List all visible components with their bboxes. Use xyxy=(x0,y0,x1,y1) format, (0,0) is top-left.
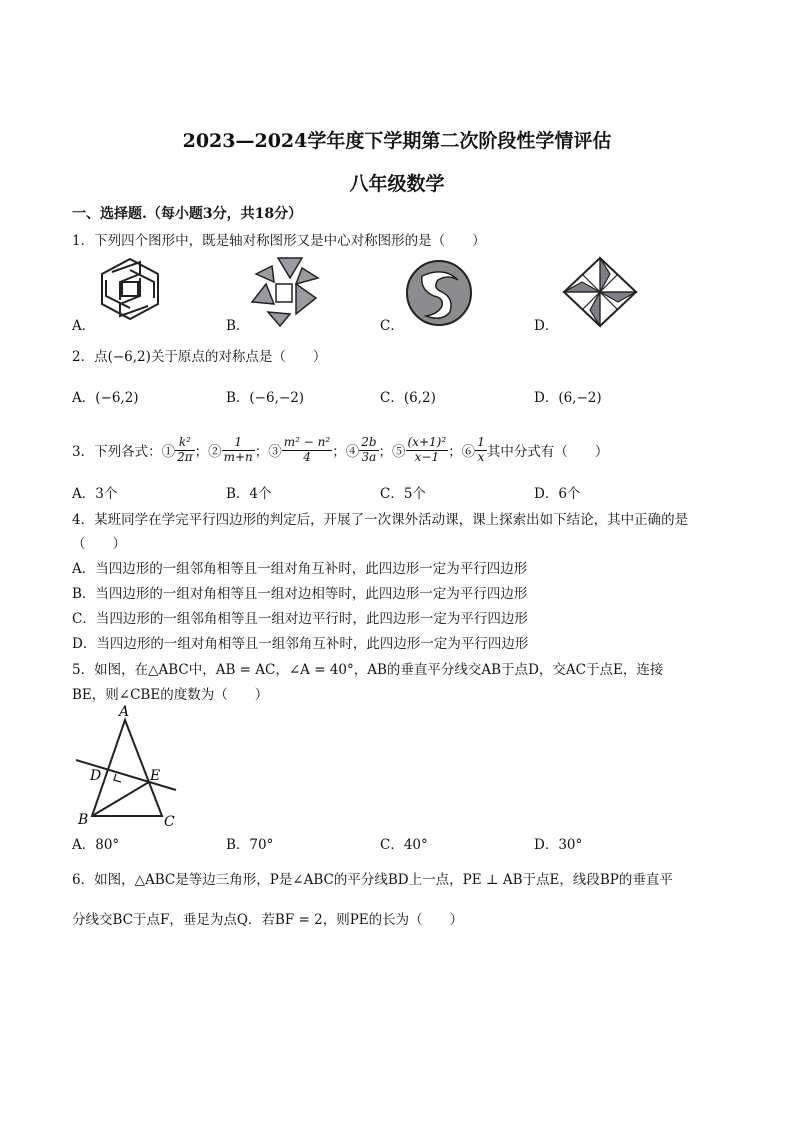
q2-option-d: D．(6,−2) xyxy=(534,390,602,406)
q5-option-d: D．30° xyxy=(534,837,583,853)
q3-fraction-2: $\frac{1}{m+n}$ xyxy=(223,434,253,464)
q1-figure-a xyxy=(96,256,164,322)
q2-option-a: A．(−6,2) xyxy=(72,390,139,406)
question-4-stem-cont: （ ） xyxy=(72,536,126,552)
q1-figure-c xyxy=(404,258,474,328)
question-3-stem xyxy=(72,428,608,472)
q3-fraction-3: $\frac{\text{m² − n²}}{4}$ xyxy=(283,434,331,464)
q4-option-b: B．当四边形的一组对角相等且一组对边相等时，此四边形一定为平行四边形 xyxy=(72,586,528,602)
q3-option-a: A．3个 xyxy=(72,486,118,502)
q3-fraction-1: $\frac{\text{k²}}{2\pi}$ xyxy=(177,434,193,464)
q5-option-c: C．40° xyxy=(380,837,428,853)
q3-prefix: 3．下列各式：① xyxy=(72,444,176,460)
q4-option-c: C．当四边形的一组邻角相等且一组对边平行时，此四边形一定为平行四边形 xyxy=(72,611,528,627)
q3-sep-1: ；② xyxy=(194,444,222,460)
question-5-stem-cont: BE，则∠CBE的度数为（ ） xyxy=(72,687,269,703)
question-4-stem: 4．某班同学在学完平行四边形的判定后，开展了一次课外活动课，课上探索出如下结论，其中正确的是 xyxy=(72,512,689,528)
q5-label-e: E xyxy=(150,768,161,784)
q5-label-b: B xyxy=(78,812,89,828)
q2-option-b: B．(−6,−2) xyxy=(226,390,305,406)
q1-option-d: D． xyxy=(534,318,559,334)
question-6-stem: 6．如图，△ABC是等边三角形，P是∠ABC的平分线BD上一点，PE ⊥ AB于点E，线段BP的垂直平 xyxy=(72,872,673,888)
question-5-stem: 5．如图，在△ABC中，AB = AC，∠A = 40°，AB的垂直平分线交AB于点D，交AC于点E，连接 xyxy=(72,662,664,678)
q1-option-a: A． xyxy=(72,318,96,334)
q4-option-d: D．当四边形的一组对角相等且一组邻角互补时，此四边形一定为平行四边形 xyxy=(72,636,529,652)
q3-suffix: 其中分式有（ ） xyxy=(486,444,609,460)
q2-option-c: C．(6,2) xyxy=(380,390,436,406)
q5-option-a: A．80° xyxy=(72,837,120,853)
q3-sep-4: ；⑤ xyxy=(378,444,406,460)
exam-subtitle: 八年级数学 xyxy=(349,173,445,195)
q3-fraction-4: $\frac{2b}{3a}$ xyxy=(361,434,377,464)
q3-fraction-5: $\frac{\text{(x+1)²}}{x-1}$ xyxy=(407,434,447,464)
q1-option-b: B． xyxy=(226,318,250,334)
q3-option-c: C．5个 xyxy=(380,486,426,502)
q3-option-b: B．4个 xyxy=(226,486,272,502)
q5-option-b: B．70° xyxy=(226,837,274,853)
q1-figure-b xyxy=(250,256,320,328)
q3-sep-5: ；⑥ xyxy=(448,444,476,460)
q3-option-d: D．6个 xyxy=(534,486,581,502)
q1-figure-d xyxy=(562,256,638,328)
q1-option-c: C． xyxy=(380,318,404,334)
q5-label-a: A xyxy=(119,704,130,720)
q3-fraction-6: $\frac{1}{x}$ xyxy=(477,434,485,464)
question-2-stem: 2．点(−6,2)关于原点的对称点是（ ） xyxy=(72,349,327,365)
q5-triangle-figure xyxy=(72,702,192,830)
question-6-stem-cont: 分线交BC于点F，垂足为点Q．若BF = 2，则PE的长为（ ） xyxy=(72,912,464,928)
q3-sep-3: ；④ xyxy=(332,444,360,460)
q3-sep-2: ；③ xyxy=(254,444,282,460)
q5-label-d: D xyxy=(90,768,102,784)
exam-title: 2023—2024学年度下学期第二次阶段性学情评估 xyxy=(182,130,612,152)
q4-option-a: A．当四边形的一组邻角相等且一组对角互补时，此四边形一定为平行四边形 xyxy=(72,561,528,577)
question-1-stem: 1．下列四个图形中，既是轴对称图形又是中心对称图形的是（ ） xyxy=(72,233,486,249)
section-heading: 一、选择题.（每小题3分，共18分） xyxy=(72,206,303,222)
q5-label-c: C xyxy=(164,814,175,830)
